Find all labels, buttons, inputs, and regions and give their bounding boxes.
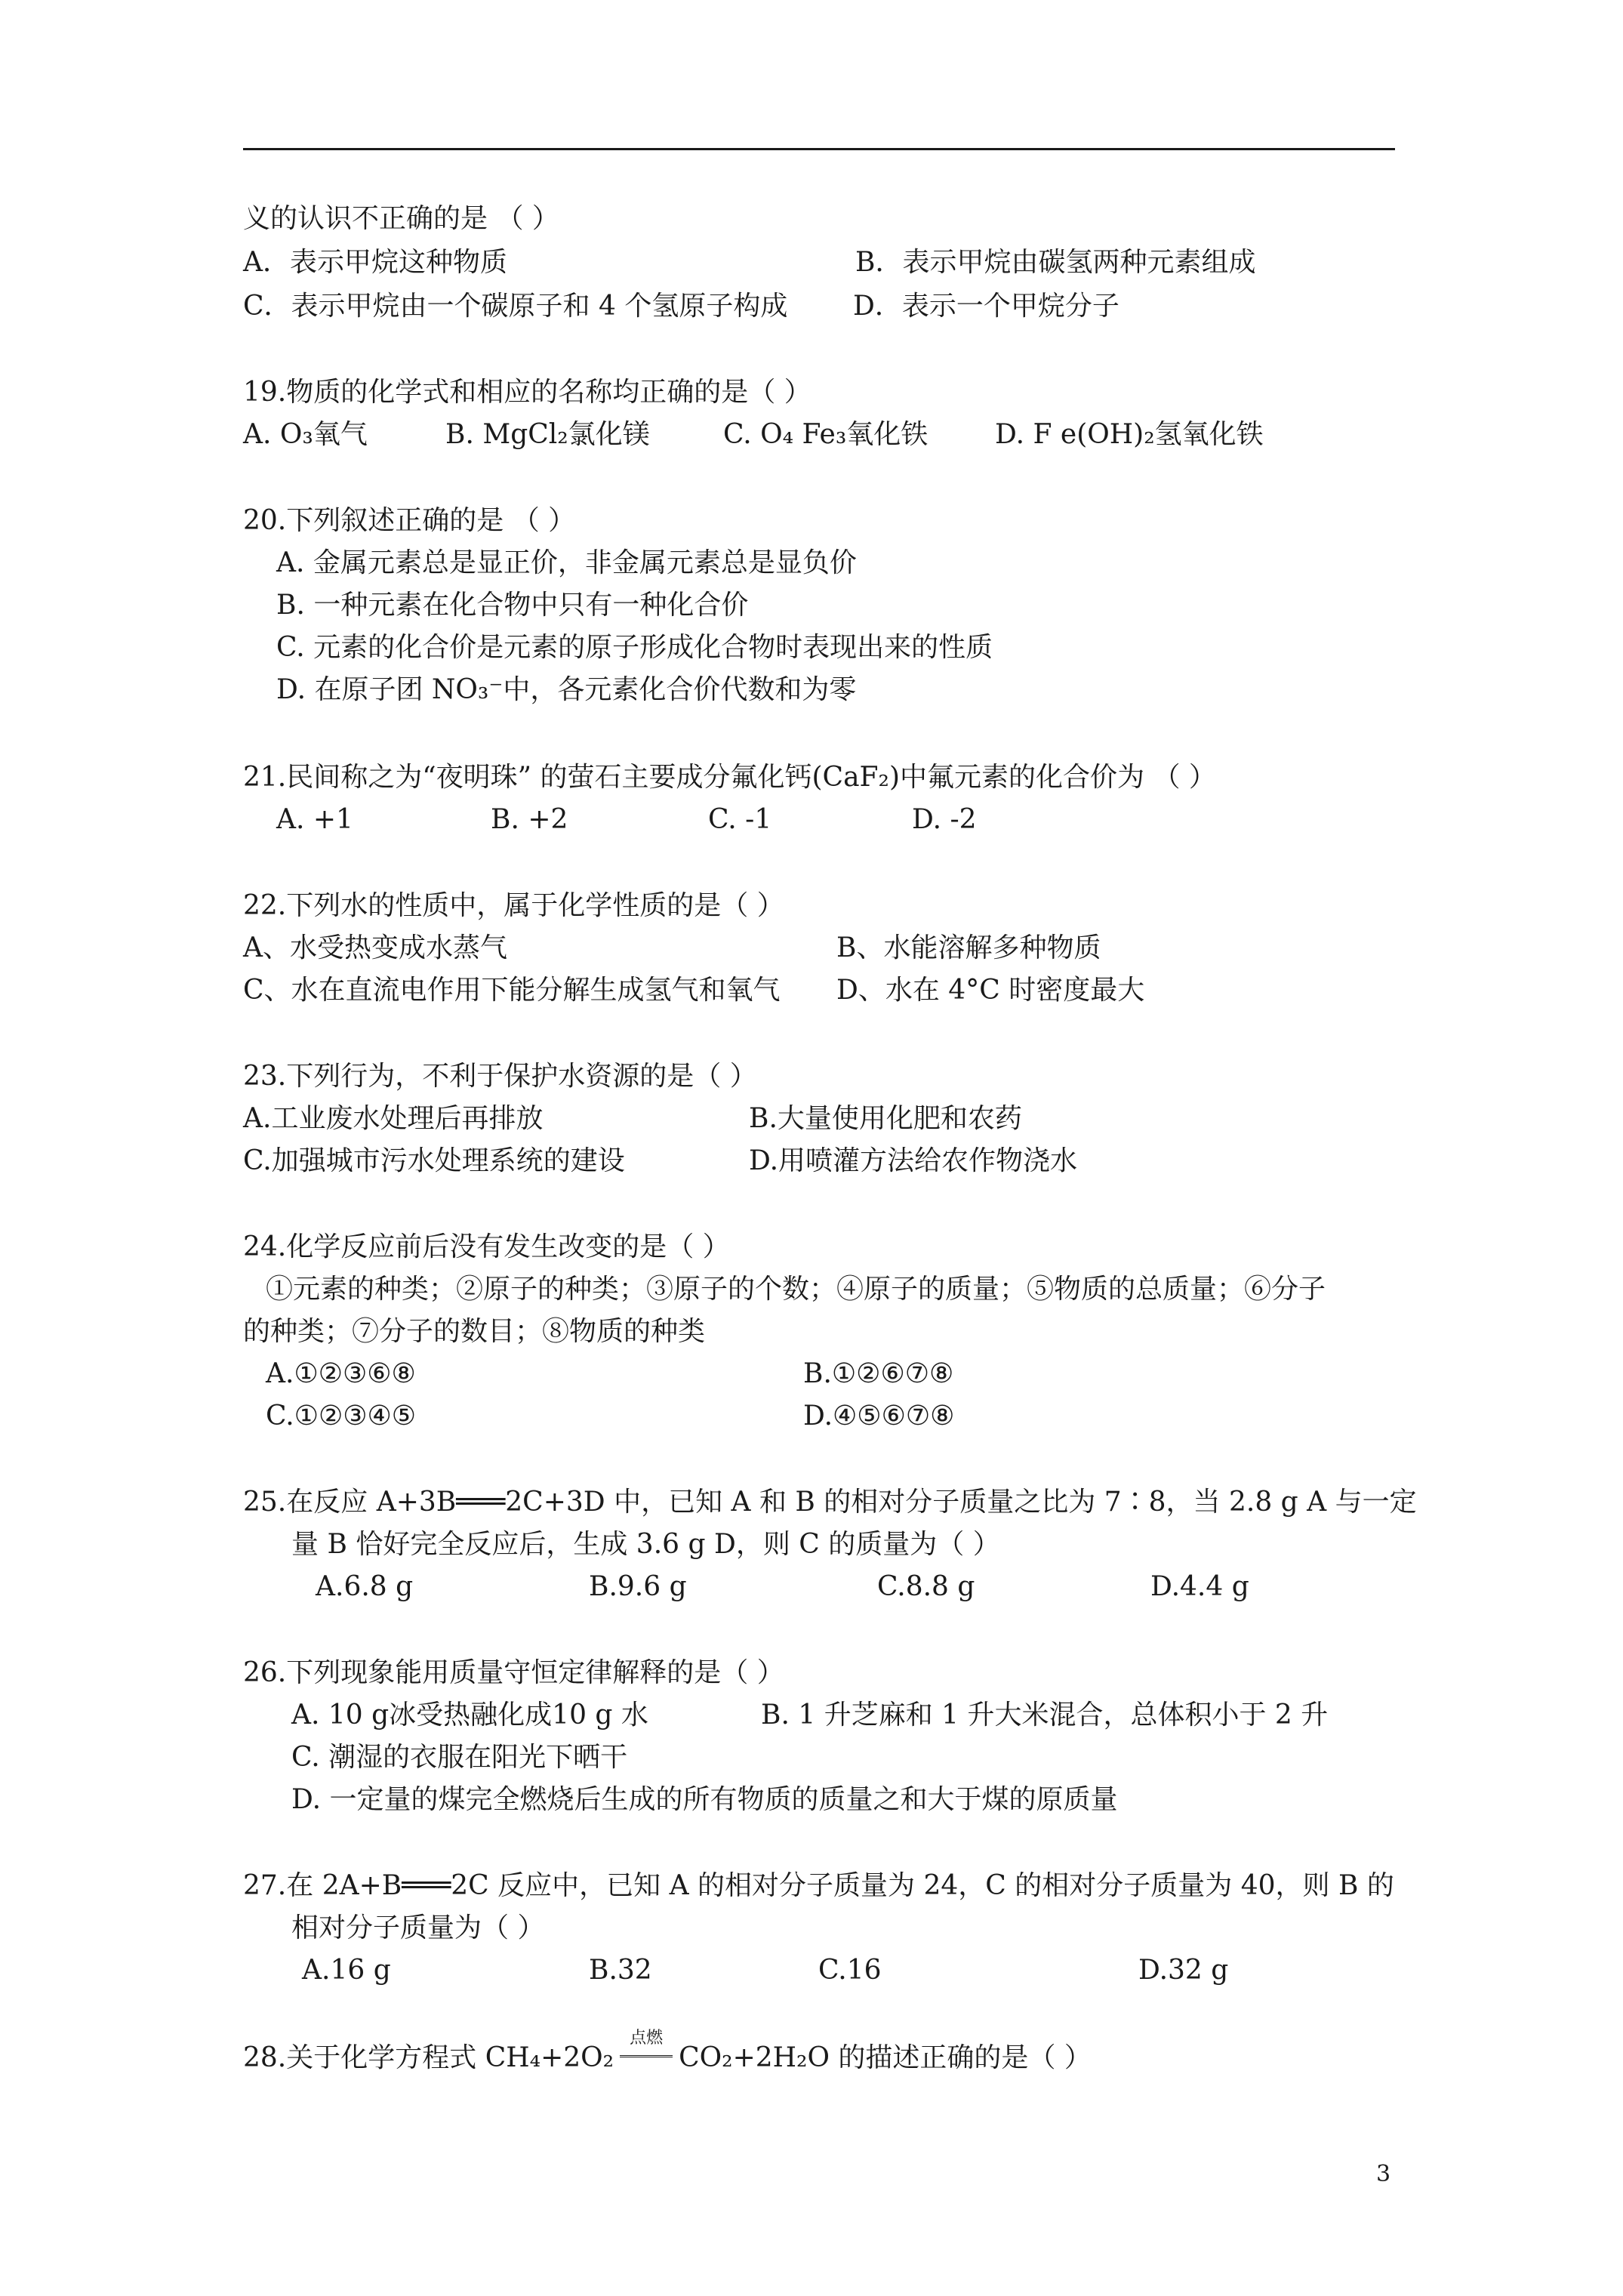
reaction-condition-arrow [614,2029,679,2078]
q23-stem: 23.下列行为，不利于保护水资源的是（ ） [243,1061,757,1092]
q27-option-a: A.16 g [302,1955,391,1986]
q26-stem: 26.下列现象能用质量守恒定律解释的是（ ） [243,1657,784,1688]
q19-option-b: B. MgCl₂氯化镁 [445,419,650,450]
q25-option-c: C.8.8 g [877,1571,975,1602]
q24-stem: 24.化学反应前后没有发生改变的是（ ） [243,1231,730,1262]
q25-option-d: D.4.4 g [1150,1571,1249,1602]
q18-option-d: D．表示一个甲烷分子 [853,291,1119,322]
q22-option-d: D、水在 4°C 时密度最大 [836,975,1145,1006]
q27-option-b: B.32 [589,1955,652,1986]
q26-option-d: D. 一定量的煤完全燃烧后生成的所有物质的质量之和大于煤的原质量 [291,1784,1118,1815]
q24-option-a: A.①②③⑥⑧ [266,1358,416,1389]
q27-stem: 27.在 2A+B═══2C 反应中，已知 A 的相对分子质量为 24，C 的相对分子质量为 40，则 B 的 [243,1870,1394,1901]
q20-option-c: C. 元素的化合价是元素的原子形成化合物时表现出来的性质 [276,632,993,663]
q26-option-c: C. 潮湿的衣服在阳光下晒干 [291,1742,628,1773]
q23-option-a: A.工业废水处理后再排放 [243,1103,544,1134]
q18-option-b: B．表示甲烷由碳氢两种元素组成 [855,247,1256,278]
q21-option-c: C. -1 [708,804,772,835]
q24-item-list-cont: 的种类；⑦分子的数目；⑧物质的种类 [243,1316,706,1347]
q25-option-a: A.6.8 g [316,1571,414,1602]
q22-stem: 22.下列水的性质中，属于化学性质的是（ ） [243,890,784,921]
q22-option-b: B、水能溶解多种物质 [836,932,1101,963]
q21-option-a: A. +1 [276,804,353,835]
q19-option-c: C. O₄ Fe₃氧化铁 [723,419,929,450]
q18-option-c: C．表示甲烷由一个碳原子和 4 个氢原子构成 [243,291,788,322]
q25-stem-cont: 量 B 恰好完全反应后，生成 3.6 g D，则 C 的质量为（ ） [291,1529,1000,1560]
q27-option-c: C.16 [818,1955,882,1986]
q28-products: CO₂+2H₂O 的描述正确的是（ ） [679,2042,1092,2073]
q19-option-d: D. F e(OH)₂氢氧化铁 [995,419,1264,450]
q25-option-b: B.9.6 g [589,1571,687,1602]
q20-option-d: D. 在原子团 NO₃⁻中，各元素化合价代数和为零 [276,674,857,705]
q18-stem-tail: 义的认识不正确的是 （ ） [243,203,559,234]
q27-option-d: D.32 g [1138,1955,1229,1986]
q19-stem: 19.物质的化学式和相应的名称均正确的是（ ） [243,377,812,408]
q24-option-c: C.①②③④⑤ [266,1401,417,1432]
q25-stem: 25.在反应 A+3B═══2C+3D 中，已知 A 和 B 的相对分子质量之比为 7∶8，当 2.8 g A 与一定 [243,1487,1417,1518]
q27-stem-cont: 相对分子质量为（ ） [291,1912,545,1943]
q28-reactants: 28.关于化学方程式 CH₄+2O₂ [243,2042,614,2073]
header-rule [243,148,1395,150]
reaction-condition-label: 点燃 [630,2029,664,2048]
q19-option-a: A. O₃氧气 [243,419,368,450]
q20-stem: 20.下列叙述正确的是 （ ） [243,505,576,536]
q23-option-b: B.大量使用化肥和农药 [749,1103,1022,1134]
q28-stem [243,2029,1092,2078]
q20-option-b: B. 一种元素在化合物中只有一种化合价 [276,590,749,621]
q21-stem: 21.民间称之为“夜明珠” 的萤石主要成分氟化钙(CaF₂)中氟元素的化合价为 （ ） [243,762,1216,793]
q20-option-a: A. 金属元素总是显正价，非金属元素总是显负价 [276,547,857,578]
q22-option-c: C、水在直流电作用下能分解生成氢气和氧气 [243,975,781,1006]
q24-option-d: D.④⑤⑥⑦⑧ [803,1401,955,1432]
page-number: 3 [1376,2161,1391,2187]
q24-item-list: ①元素的种类；②原子的种类；③原子的个数；④原子的质量；⑤物质的总质量；⑥分子 [266,1274,1326,1305]
q23-option-c: C.加强城市污水处理系统的建设 [243,1145,625,1176]
q26-option-b: B. 1 升芝麻和 1 升大米混合，总体积小于 2 升 [761,1700,1329,1730]
q21-option-d: D. -2 [912,804,977,835]
q21-option-b: B. +2 [491,804,568,835]
q18-option-a: A．表示甲烷这种物质 [243,247,507,278]
q23-option-d: D.用喷灌方法给农作物浇水 [749,1145,1078,1176]
q26-option-a: A. 10 g冰受热融化成10 g 水 [291,1700,648,1730]
q24-option-b: B.①②⑥⑦⑧ [803,1358,954,1389]
q22-option-a: A、水受热变成水蒸气 [243,932,507,963]
